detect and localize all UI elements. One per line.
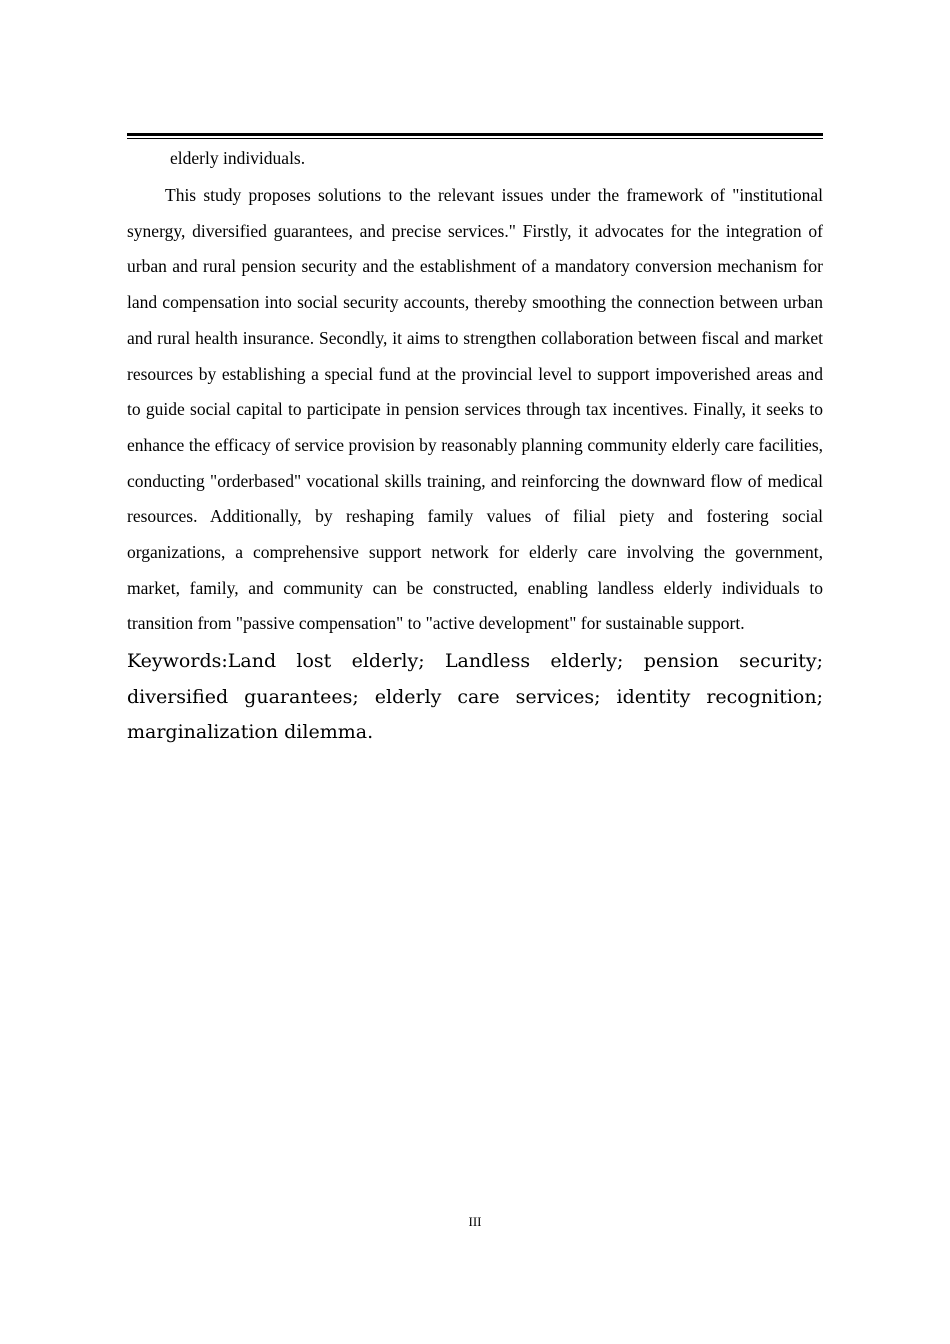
keywords-label: Keywords:: [127, 650, 228, 673]
keywords-text: Land lost elderly; Landless elderly; pension security; diversified guarantees; elderly care services; identity recognition; marginalization dilemma.: [127, 650, 823, 744]
abstract-paragraph: This study proposes solutions to the relevant issues under the framework of "institutional synergy, diversified guarantees, and precise services." Firstly, it advocates for the integration of urban and rural pension security and the establishment of a mandatory conversion mechanism for land compensation into social security accounts, thereby smoothing the connection between urban and rural health insurance. Secondly, it aims to strengthen collaboration between fiscal and market resources by establishing a special fund at the provincial level to support impoverished areas and to guide social capital to participate in pension services through tax incentives. Finally, it seeks to enhance the efficacy of service provision by reasonably planning community elderly care facilities, conducting "orderbased" vocational skills training, and reinforcing the downward flow of medical resources. Additionally, by reshaping family values of filial piety and fostering social organizations, a comprehensive support network for elderly care involving the government, market, family, and community can be constructed, enabling landless elderly individuals to transition from "passive compensation" to "active development" for sustainable support.: [127, 185, 823, 634]
keywords-line: [127, 644, 823, 751]
header-double-rule: [127, 133, 823, 139]
abstract-body: [127, 142, 823, 751]
page-number: III: [468, 1214, 482, 1229]
continuation-line: elderly individuals.: [170, 148, 306, 168]
